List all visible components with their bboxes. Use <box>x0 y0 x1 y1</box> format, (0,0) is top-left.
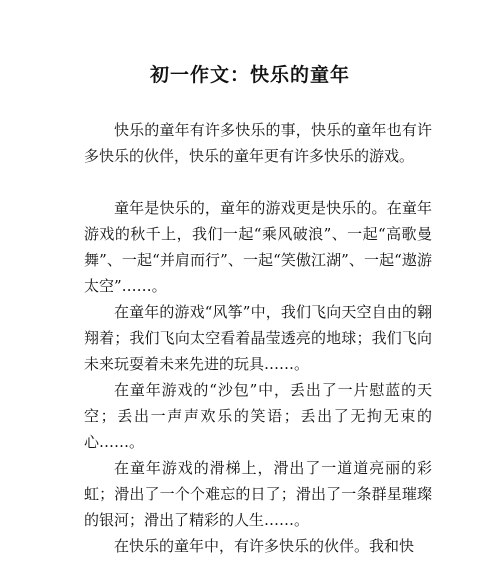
paragraph-gap <box>84 169 432 195</box>
paragraph-1: 快乐的童年有许多快乐的事，快乐的童年也有许多快乐的伙伴，快乐的童年更有许多快乐的游戏。 <box>84 121 432 165</box>
paragraph-3: 在童年的游戏“风筝”中，我们飞向天空自由的翱翔着；我们飞向太空看着晶莹透亮的地球；我们飞向未来玩耍着未来先进的玩具……。 <box>84 303 432 373</box>
paragraph-2: 童年是快乐的，童年的游戏更是快乐的。在童年游戏的秋千上，我们一起“乘风破浪”、一起“高歌曼舞”、一起“并肩而行”、一起“笑傲江湖”、一起“遨游太空”……。 <box>84 199 432 295</box>
page-title: 初一作文：快乐的童年 <box>149 64 350 86</box>
article-body <box>84 117 432 559</box>
paragraph-5: 在童年游戏的滑梯上，滑出了一道道亮丽的彩虹；滑出了一个个难忘的日了；滑出了一条群星璀璨的银河；滑出了精彩的人生……。 <box>84 459 432 529</box>
paragraph-6: 在快乐的童年中，有许多快乐的伙伴。我和快 <box>114 537 415 555</box>
paragraph-4: 在童年游戏的“沙包”中，丢出了一片慰蓝的天空；丢出一声声欢乐的笑语；丢出了无拘无束的心……。 <box>84 381 432 451</box>
